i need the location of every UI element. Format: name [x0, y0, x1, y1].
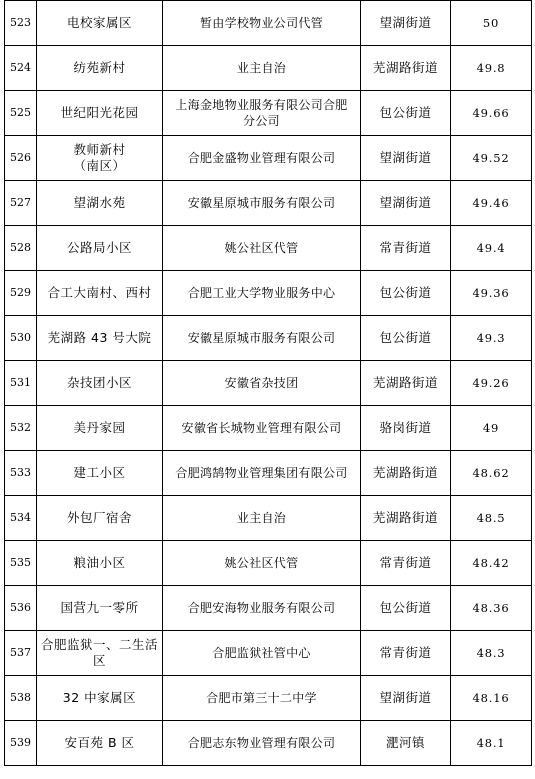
table-row: [5, 586, 532, 631]
community-table: [4, 0, 532, 766]
street-cell: 包公街道: [361, 586, 451, 631]
score-cell: 49.4: [451, 226, 532, 271]
street-cell: 芜湖路街道: [361, 361, 451, 406]
table-row: [5, 496, 532, 541]
table-row: [5, 1, 532, 46]
score-cell: 48.16: [451, 676, 532, 721]
score-cell: 48.3: [451, 631, 532, 676]
property-manager-cell: [163, 586, 361, 631]
table-row: [5, 541, 532, 586]
property-manager-cell-text: 安徽省杂技团: [224, 376, 299, 390]
row-number-cell: 534: [5, 496, 37, 541]
row-number-cell: 539: [5, 721, 37, 766]
table-row: [5, 676, 532, 721]
community-name-cell: [37, 676, 163, 721]
community-name-cell-text: 安百苑 B 区: [64, 735, 135, 750]
row-number-cell: 525: [5, 91, 37, 136]
table-row: [5, 721, 532, 766]
property-manager-cell: [163, 46, 361, 91]
row-number-cell: 535: [5, 541, 37, 586]
table-row: [5, 316, 532, 361]
street-cell: 淝河镇: [361, 721, 451, 766]
row-number-cell: 530: [5, 316, 37, 361]
score-cell: 48.1: [451, 721, 532, 766]
community-name-cell: [37, 136, 163, 181]
row-number-cell: 538: [5, 676, 37, 721]
community-name-cell: [37, 91, 163, 136]
row-number-cell: 529: [5, 271, 37, 316]
row-number-cell: 531: [5, 361, 37, 406]
community-name-cell: [37, 721, 163, 766]
property-manager-cell-text: 合肥金盛物业管理有限公司: [187, 151, 336, 165]
street-cell: 骆岗街道: [361, 406, 451, 451]
score-cell: 49.36: [451, 271, 532, 316]
street-cell: 望湖街道: [361, 1, 451, 46]
property-manager-cell: [163, 451, 361, 496]
table-row: [5, 181, 532, 226]
community-name-cell-text: 杂技团小区: [66, 375, 132, 390]
community-name-cell: [37, 586, 163, 631]
property-manager-cell: [163, 136, 361, 181]
table-row: [5, 361, 532, 406]
community-name-cell: [37, 316, 163, 361]
property-manager-cell-text: 安徽省长城物业管理有限公司: [181, 421, 342, 435]
street-cell: 望湖街道: [361, 136, 451, 181]
property-manager-cell: [163, 676, 361, 721]
table-row: [5, 271, 532, 316]
community-name-cell: [37, 1, 163, 46]
property-manager-cell: [163, 316, 361, 361]
score-cell: 49.66: [451, 91, 532, 136]
property-manager-cell: [163, 271, 361, 316]
community-name-cell-text: 国营九一零所: [60, 600, 139, 615]
street-cell: 望湖街道: [361, 676, 451, 721]
community-name-cell: [37, 496, 163, 541]
score-cell: 49.8: [451, 46, 532, 91]
community-name-cell: [37, 541, 163, 586]
property-manager-cell-text: 合肥安海物业服务有限公司: [187, 601, 336, 615]
street-cell: 包公街道: [361, 91, 451, 136]
community-table-container: [4, 0, 531, 766]
community-name-cell: [37, 226, 163, 271]
community-name-cell: [37, 451, 163, 496]
community-name-cell: [37, 271, 163, 316]
property-manager-cell-text: 合肥志东物业管理有限公司: [187, 736, 336, 750]
score-cell: 48.62: [451, 451, 532, 496]
score-cell: 48.36: [451, 586, 532, 631]
row-number-cell: 533: [5, 451, 37, 496]
row-number-cell: 524: [5, 46, 37, 91]
community-name-cell: [37, 181, 163, 226]
table-row: [5, 46, 532, 91]
street-cell: 常青街道: [361, 631, 451, 676]
property-manager-cell: [163, 226, 361, 271]
property-manager-cell-text: 姚公社区代管: [224, 241, 299, 255]
property-manager-cell-text: 业主自治: [236, 511, 287, 525]
street-cell: 常青街道: [361, 541, 451, 586]
community-name-cell-text: 粮油小区: [73, 555, 126, 570]
community-name-cell-text: 合工大南村、西村: [47, 285, 152, 300]
community-name-cell-text: 外包厂宿舍: [66, 510, 132, 525]
street-cell: 芜湖路街道: [361, 46, 451, 91]
community-name-cell-text: 电校家属区: [66, 15, 132, 30]
row-number-cell: 536: [5, 586, 37, 631]
row-number-cell: 532: [5, 406, 37, 451]
property-manager-cell: [163, 361, 361, 406]
property-manager-cell: [163, 406, 361, 451]
community-name-cell-text: 合肥监狱一、二生活 区: [40, 637, 158, 668]
row-number-cell: 523: [5, 1, 37, 46]
community-name-cell: [37, 46, 163, 91]
property-manager-cell: [163, 721, 361, 766]
property-manager-cell: [163, 91, 361, 136]
table-row: [5, 226, 532, 271]
property-manager-cell: [163, 1, 361, 46]
property-manager-cell-text: 安徽星原城市服务有限公司: [187, 196, 336, 210]
row-number-cell: 537: [5, 631, 37, 676]
table-body: [5, 1, 532, 766]
street-cell: 望湖街道: [361, 181, 451, 226]
property-manager-cell-text: 合肥鸿鹄物业管理集团有限公司: [175, 466, 348, 480]
property-manager-cell-text: 暂由学校物业公司代管: [199, 16, 323, 30]
community-name-cell-text: 美丹家园: [73, 420, 126, 435]
property-manager-cell-text: 合肥市第三十二中学: [206, 691, 317, 705]
score-cell: 49.46: [451, 181, 532, 226]
score-cell: 49.3: [451, 316, 532, 361]
property-manager-cell-text: 合肥监狱社管中心: [212, 646, 311, 660]
street-cell: 芜湖路街道: [361, 496, 451, 541]
property-manager-cell: [163, 631, 361, 676]
property-manager-cell-text: 业主自治: [236, 61, 287, 75]
street-cell: 包公街道: [361, 271, 451, 316]
street-cell: 芜湖路街道: [361, 451, 451, 496]
score-cell: 50: [451, 1, 532, 46]
property-manager-cell: [163, 181, 361, 226]
row-number-cell: 528: [5, 226, 37, 271]
community-name-cell-text: 建工小区: [73, 465, 126, 480]
property-manager-cell-text: 上海金地物业服务有限公司合肥 分公司: [175, 98, 348, 128]
score-cell: 49.26: [451, 361, 532, 406]
community-name-cell-text: 世纪阳光花园: [60, 105, 139, 120]
street-cell: 常青街道: [361, 226, 451, 271]
row-number-cell: 527: [5, 181, 37, 226]
community-name-cell: [37, 406, 163, 451]
table-row: [5, 451, 532, 496]
community-name-cell: [37, 631, 163, 676]
table-row: [5, 406, 532, 451]
community-name-cell-text: 32 中家属区: [62, 690, 137, 705]
table-row: [5, 631, 532, 676]
community-name-cell-text: 望湖水苑: [73, 195, 126, 210]
property-manager-cell: [163, 541, 361, 586]
score-cell: 49: [451, 406, 532, 451]
score-cell: 48.5: [451, 496, 532, 541]
table-row: [5, 91, 532, 136]
property-manager-cell-text: 合肥工业大学物业服务中心: [187, 286, 336, 300]
community-name-cell-text: 纺苑新村: [73, 60, 126, 75]
property-manager-cell-text: 姚公社区代管: [224, 556, 299, 570]
community-name-cell-text: 公路局小区: [66, 240, 132, 255]
table-row: [5, 136, 532, 181]
community-name-cell-text: 教师新村 （南区）: [73, 142, 126, 173]
street-cell: 包公街道: [361, 316, 451, 361]
score-cell: 48.42: [451, 541, 532, 586]
row-number-cell: 526: [5, 136, 37, 181]
community-name-cell-text: 芜湖路 43 号大院: [47, 330, 152, 345]
property-manager-cell-text: 安徽星原城市服务有限公司: [187, 331, 336, 345]
score-cell: 49.52: [451, 136, 532, 181]
community-name-cell: [37, 361, 163, 406]
property-manager-cell: [163, 496, 361, 541]
